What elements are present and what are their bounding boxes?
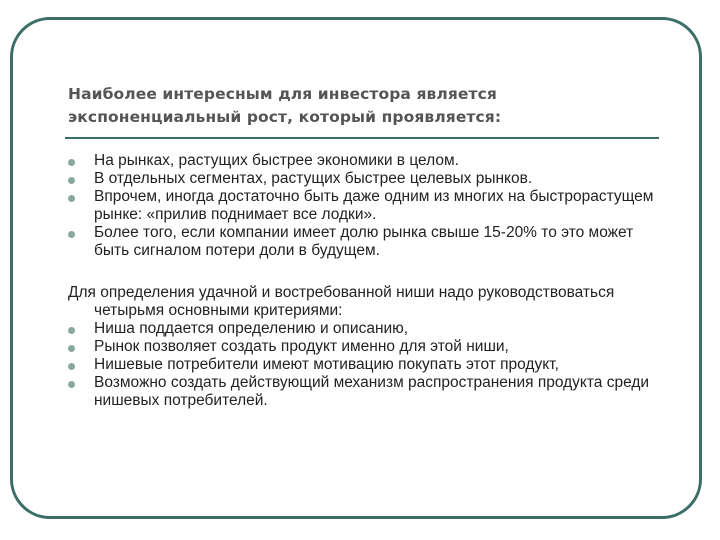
bullet-dot-icon bbox=[68, 345, 75, 352]
slide-content bbox=[68, 152, 668, 410]
list-item bbox=[68, 374, 668, 410]
list-item-text: На рынках, растущих быстрее экономики в целом. bbox=[94, 152, 459, 169]
spacer bbox=[68, 260, 668, 284]
bullet-dot-icon bbox=[68, 195, 75, 202]
list-item bbox=[68, 152, 668, 170]
title-divider bbox=[65, 137, 659, 139]
slide-title: Наиболее интересным для инвестора является экспоненциальный рост, который проявляется: bbox=[68, 85, 502, 126]
growth-bullet-list bbox=[68, 152, 668, 260]
bullet-dot-icon bbox=[68, 177, 75, 184]
list-item bbox=[68, 356, 668, 374]
bullet-dot-icon bbox=[68, 327, 75, 334]
niche-criteria-list bbox=[68, 320, 668, 410]
list-item bbox=[68, 188, 668, 224]
list-item bbox=[68, 338, 668, 356]
bullet-dot-icon bbox=[68, 381, 75, 388]
list-item bbox=[68, 224, 668, 260]
list-item-text: Более того, если компании имеет долю рынка свыше 15-20% то это может быть сигналом потери доли в будущем. bbox=[94, 224, 634, 259]
list-item-text: Нишевые потребители имеют мотивацию покупать этот продукт, bbox=[94, 356, 559, 373]
bullet-dot-icon bbox=[68, 231, 75, 238]
list-item-text: Рынок позволяет создать продукт именно для этой ниши, bbox=[94, 338, 509, 355]
list-item-text: Впрочем, иногда достаточно быть даже одним из многих на быстрорастущем рынке: «прилив поднимает все лодки». bbox=[94, 188, 654, 223]
bullet-dot-icon bbox=[68, 159, 75, 166]
list-item bbox=[68, 320, 668, 338]
lead-paragraph: Для определения удачной и востребованной ниши надо руководствоваться четырьмя основными критериями: bbox=[68, 284, 615, 319]
bullet-dot-icon bbox=[68, 363, 75, 370]
list-item bbox=[68, 170, 668, 188]
list-item-text: В отдельных сегментах, растущих быстрее целевых рынков. bbox=[94, 170, 533, 187]
list-item-text: Ниша поддается определению и описанию, bbox=[94, 320, 409, 337]
list-item-text: Возможно создать действующий механизм распространения продукта среди нишевых потребителей. bbox=[94, 374, 650, 409]
